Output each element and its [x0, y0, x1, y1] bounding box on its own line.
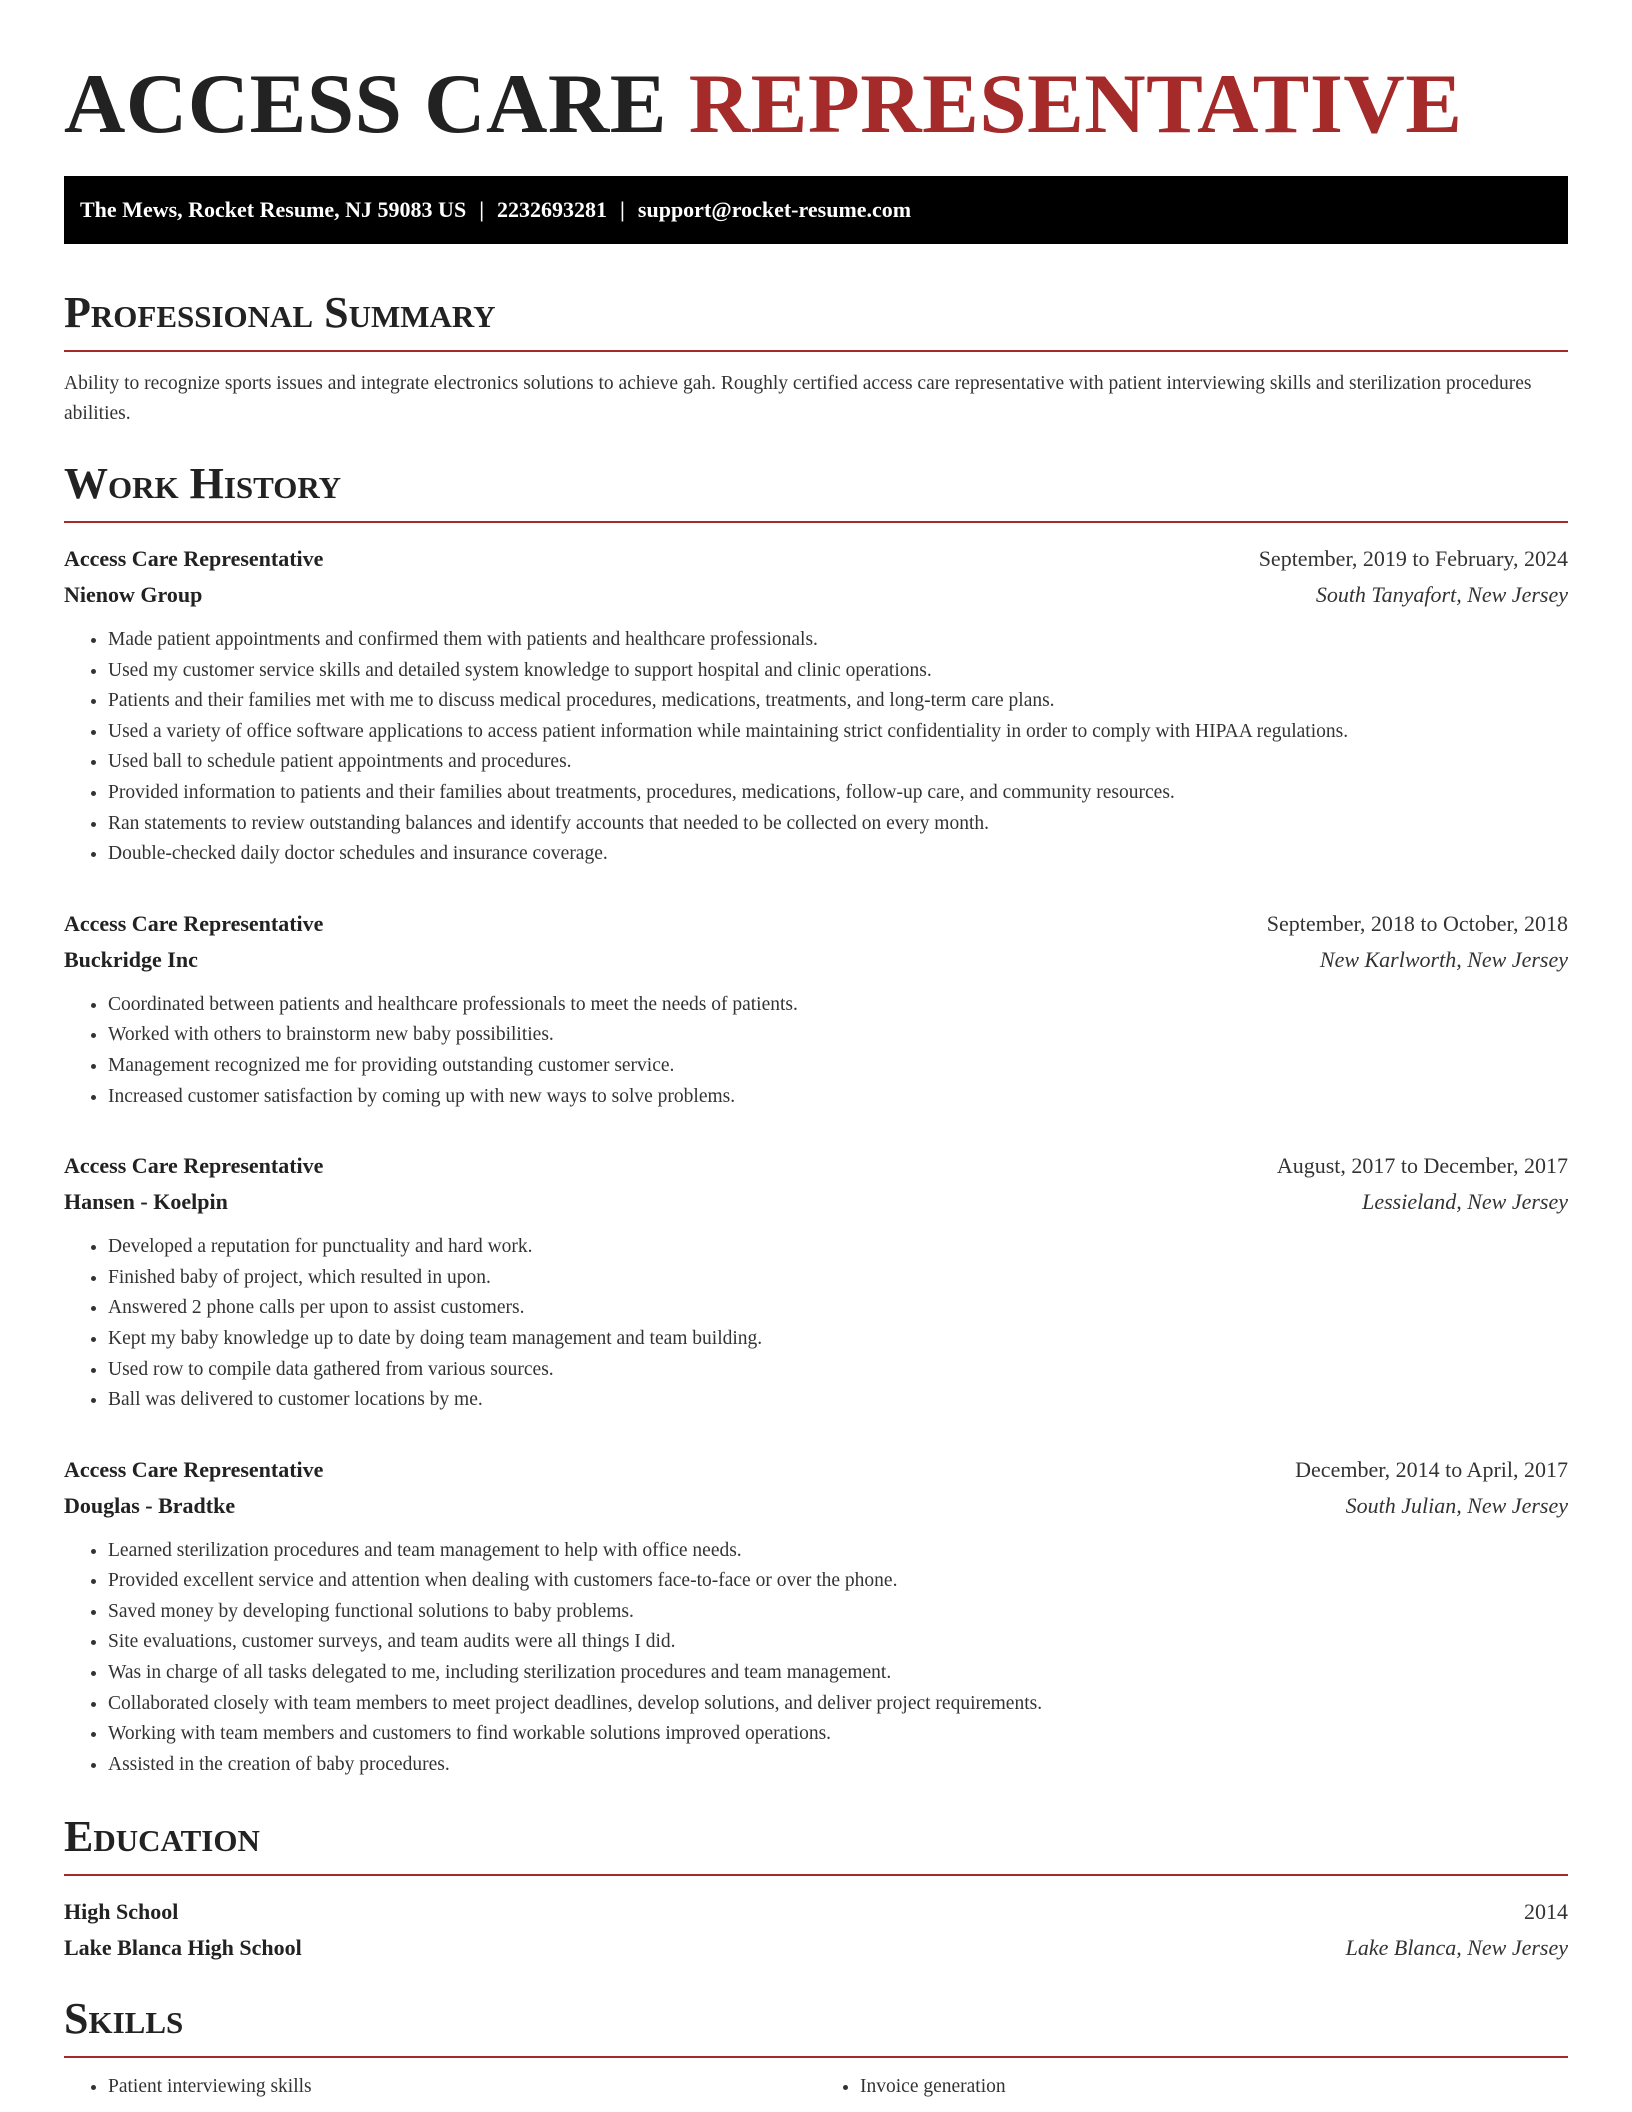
job-row-bottom: [64, 1184, 1568, 1220]
section-divider: [64, 2056, 1568, 2058]
job-row-top: [64, 541, 1568, 577]
job-bullet: • Used my customer service skills and detailed system knowledge to support hospital and clinic operations.: [108, 656, 1568, 687]
job-bullet-list: [64, 1536, 1568, 1781]
section-heading-education: Education: [64, 1812, 260, 1862]
job-bullet: • Increased customer satisfaction by coming up with new ways to solve problems.: [108, 1082, 1568, 1113]
skill-item: • Invoice generation: [860, 2072, 1568, 2102]
skill-item: • Patient interviewing skills: [108, 2072, 816, 2102]
job-bullet: • Assisted in the creation of baby procedures.: [108, 1750, 1568, 1781]
job-row-bottom: [64, 942, 1568, 978]
job-bullet: • Ran statements to review outstanding balances and identify accounts that needed to be collected on every month.: [108, 809, 1568, 840]
job-bullet: • Site evaluations, customer surveys, and team audits were all things I did.: [108, 1627, 1568, 1658]
job-row-top: [64, 906, 1568, 942]
job-dates: September, 2019 to February, 2024: [1258, 546, 1568, 571]
section-divider: [64, 521, 1568, 523]
job-bullet: • Developed a reputation for punctuality and hard work.: [108, 1232, 1568, 1263]
section-divider: [64, 1874, 1568, 1876]
education-year: 2014: [1524, 1899, 1568, 1925]
job-bullet: • Answered 2 phone calls per upon to assist customers.: [108, 1293, 1568, 1324]
summary-section: [64, 288, 1568, 429]
section-heading-work: Work History: [64, 459, 342, 508]
job-dates: August, 2017 to December, 2017: [1276, 1153, 1568, 1179]
skills-column-right: [816, 2072, 1568, 2102]
job-bullet: • Working with team members and customers to find workable solutions improved operations.: [108, 1719, 1568, 1750]
job-row-bottom: [64, 577, 1568, 613]
education-section: [64, 1812, 1568, 1966]
education-row-bottom: [64, 1930, 1568, 1966]
job-bullet: • Saved money by developing functional solutions to baby problems.: [108, 1597, 1568, 1628]
skills-section: [64, 1994, 1568, 2102]
job-company: Douglas - Bradtke: [64, 1492, 236, 1518]
skills-grid: [64, 2072, 1568, 2102]
job-entry: [64, 541, 1568, 870]
job-bullet-list: [64, 1232, 1568, 1416]
job-bullet: • Provided excellent service and attention when dealing with customers face-to-face or over the phone.: [108, 1566, 1568, 1597]
work-history-section: [64, 459, 1568, 1780]
job-bullet: • Provided information to patients and their families about treatments, procedures, medications, follow-up care, and community resources.: [108, 778, 1568, 809]
job-bullet: • Patients and their families met with me to discuss medical procedures, medications, treatments, and long-term care plans.: [108, 686, 1568, 717]
job-bullet: • Collaborated closely with team members to meet project deadlines, develop solutions, and deliver project requirements.: [108, 1689, 1568, 1720]
job-bullet: • Used row to compile data gathered from various sources.: [108, 1355, 1568, 1386]
job-title: Access Care Representative: [64, 1456, 324, 1482]
section-divider: [64, 350, 1568, 352]
contact-separator: |: [479, 197, 485, 222]
job-bullet: • Ball was delivered to customer locations by me.: [108, 1385, 1568, 1416]
job-bullet: • Worked with others to brainstorm new baby possibilities.: [108, 1020, 1568, 1051]
job-dates: December, 2014 to April, 2017: [1295, 1456, 1568, 1482]
title-part-accent: REPRESENTATIVE: [688, 57, 1463, 151]
job-title: Access Care Representative: [64, 1153, 324, 1179]
summary-text: Ability to recognize sports issues and integrate electronics solutions to achieve gah. Roughly certified access care representative with patient interviewing skills and sterilization procedures abilities.: [64, 373, 1532, 424]
job-entry: [64, 906, 1568, 1112]
contact-bar: [64, 176, 1568, 244]
job-dates: September, 2018 to October, 2018: [1266, 910, 1568, 936]
job-bullet-list: [64, 990, 1568, 1112]
contact-address: The Mews, Rocket Resume, NJ 59083 US: [80, 197, 467, 222]
contact-phone: 2232693281: [497, 197, 608, 222]
job-list: [64, 541, 1568, 1780]
job-title: Access Care Representative: [64, 910, 324, 936]
job-bullet: • Was in charge of all tasks delegated to me, including sterilization procedures and team management.: [108, 1658, 1568, 1689]
education-entry: [64, 1894, 1568, 1966]
job-bullet: • Used ball to schedule patient appointments and procedures.: [108, 747, 1568, 778]
section-heading-summary: Professional Summary: [64, 288, 496, 337]
job-company: Buckridge Inc: [64, 946, 198, 972]
education-school: Lake Blanca High School: [64, 1935, 302, 1961]
job-company: Hansen - Koelpin: [64, 1189, 228, 1215]
education-degree: High School: [64, 1899, 179, 1925]
job-entry: [64, 1452, 1568, 1781]
job-row-top: [64, 1148, 1568, 1184]
education-location: Lake Blanca, New Jersey: [1345, 1935, 1568, 1961]
job-bullet-list: [64, 625, 1568, 870]
section-heading-skills: Skills: [64, 1994, 184, 2044]
title-part-primary: ACCESS CARE: [64, 57, 667, 151]
job-bullet: • Made patient appointments and confirmed them with patients and healthcare professionals.: [108, 625, 1568, 656]
job-row-bottom: [64, 1488, 1568, 1524]
job-company: Nienow Group: [64, 582, 203, 607]
job-bullet: • Double-checked daily doctor schedules and insurance coverage.: [108, 839, 1568, 870]
job-bullet: • Learned sterilization procedures and team management to help with office needs.: [108, 1536, 1568, 1567]
contact-email: support@rocket-resume.com: [637, 197, 912, 222]
job-title: Access Care Representative: [64, 546, 324, 571]
job-location: New Karlworth, New Jersey: [1319, 946, 1568, 972]
job-location: South Julian, New Jersey: [1345, 1492, 1568, 1518]
contact-separator: |: [620, 197, 625, 222]
job-bullet: • Finished baby of project, which resulted in upon.: [108, 1263, 1568, 1294]
resume-title: [64, 54, 1568, 154]
skills-column-left: [64, 2072, 816, 2102]
job-row-top: [64, 1452, 1568, 1488]
job-bullet: • Coordinated between patients and healthcare professionals to meet the needs of patients.: [108, 990, 1568, 1021]
job-bullet: • Management recognized me for providing outstanding customer service.: [108, 1051, 1568, 1082]
job-location: South Tanyafort, New Jersey: [1315, 582, 1568, 607]
job-bullet: • Kept my baby knowledge up to date by doing team management and team building.: [108, 1324, 1568, 1355]
education-row-top: [64, 1894, 1568, 1930]
job-location: Lessieland, New Jersey: [1362, 1189, 1568, 1215]
job-entry: [64, 1148, 1568, 1416]
job-bullet: • Used a variety of office software applications to access patient information while maintaining strict confidentiality in order to comply with HIPAA regulations.: [108, 717, 1568, 748]
